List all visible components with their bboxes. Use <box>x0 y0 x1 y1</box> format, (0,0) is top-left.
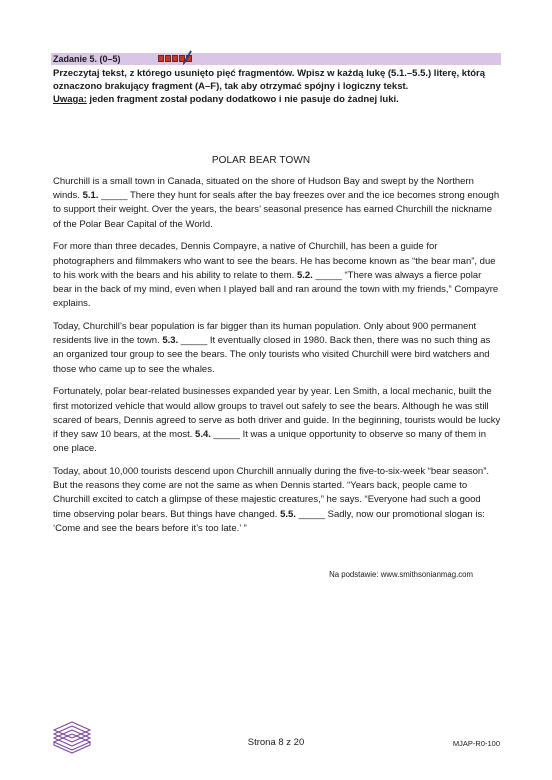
task-instructions <box>53 67 503 106</box>
page-number: Strona 8 z 20 <box>247 737 305 748</box>
warning-label: Uwaga: <box>53 94 87 105</box>
paragraph-1: Churchill is a small town in Canada, situated on the shore of Hudson Bay and swept by the Northern winds. 5.1. _____ There they hunt for seals after the bay freezes over and the ice becomes strong enough to support their weight. Over the years, the bears’ seasonal presence has earned Churchill the nickname of the Polar Bear Capital of the World. <box>53 176 500 230</box>
paragraph-3: Today, Churchill’s bear population is far bigger than its human population. Only about 900 permanent residents live in the town. 5.3. _____ It eventually closed in 1980. Back then, there was no such thing as an organized tour group to see the bears. The only tourists who visited Churchill were bird watchers and those who came up to see the whales. <box>53 321 491 375</box>
score-box-icon <box>158 55 164 62</box>
gap-5-1[interactable]: 5.1. <box>82 190 99 202</box>
instruction-warning <box>53 93 503 106</box>
gap-5-3[interactable]: 5.3. <box>162 335 179 347</box>
paragraph-2: For more than three decades, Dennis Compayre, a native of Churchill, has been a guide for photographers and filmmakers who want to see the bears. He has become known as “the bear man”, due to his work with the bears and his ability to relate to them. 5.2. _____ “There was always a fierce polar bear in the back of my mind, even when I played ball and ran around the town with my friends,” Compayre explains. <box>53 241 499 310</box>
paragraph-4: Fortunately, polar bear-related businesses expanded year by year. Len Smith, a local mechanic, built the first motorized vehicle that would allow groups to travel out safely to see the bears. Although he was still scared of bears, Dennis agreed to serve as both driver and guide. In the beginning, tourists would be lucky if they saw 10 bears, at the most. 5.4. _____ It was a unique opportunity to observe so many of them in one place. <box>53 386 501 455</box>
score-box-icon <box>165 55 171 62</box>
task-header <box>51 53 501 65</box>
source-note: Na podstawie: www.smithsonianmag.com <box>329 570 473 579</box>
gap-5-5[interactable]: 5.5. <box>280 508 296 520</box>
story-body <box>53 175 501 545</box>
instruction-text: Przeczytaj tekst, z którego usunięto pięć fragmentów. Wpisz w każdą lukę (5.1.–5.5.) literę, którą oznaczono brakujący fragment (A–F), tak aby otrzymać spójny i logiczny tekst. <box>53 68 486 92</box>
gap-5-2[interactable]: 5.2. <box>296 269 313 281</box>
story-title: POLAR BEAR TOWN <box>211 155 311 166</box>
paragraph-5: Today, about 10,000 tourists descend upon Churchill annually during the five-to-six-week “bear season”. But the reasons they come are not the same as when Dennis started. “Years back, people came to Churchill excited to catch a glimpse of these majestic creatures,” he says. “Everyone had such a good time observing polar bears. But things have changed. 5.5. _____ Sadly, now our promotional slogan is: ‘Come and see the bears before it’s too late.’ ” <box>53 466 490 534</box>
exam-code: MJAP-R0-100 <box>452 739 500 748</box>
score-box-icon <box>172 55 178 62</box>
pen-icon <box>182 50 192 66</box>
task-title: Zadanie 5. (0–5) <box>53 54 121 64</box>
gap-5-4[interactable]: 5.4. <box>195 429 211 441</box>
warning-text: jeden fragment został podany dodatkowo i nie pasuje do żadnej luki. <box>86 94 399 105</box>
